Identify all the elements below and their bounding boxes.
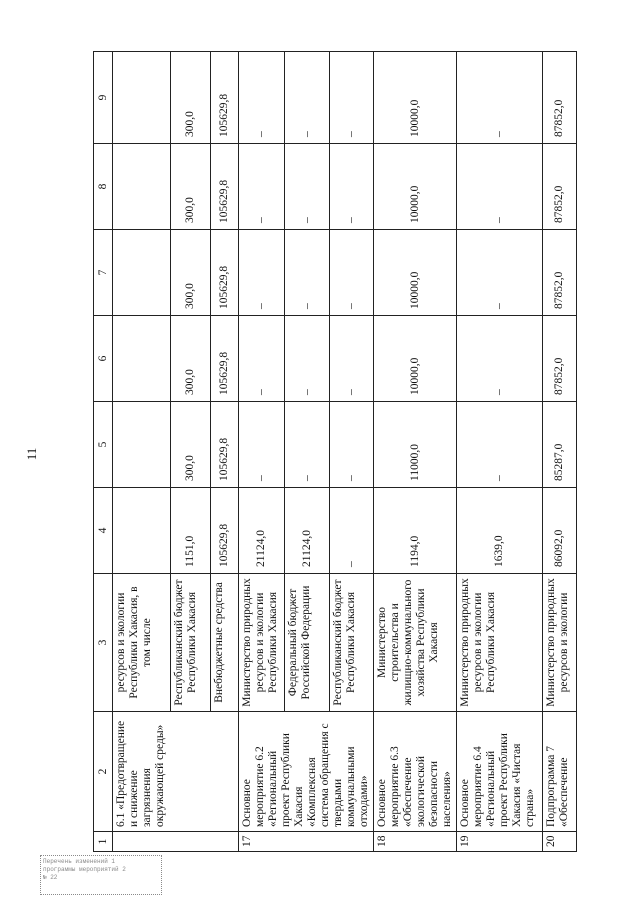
value-cell <box>113 402 171 488</box>
value-cell <box>113 230 171 316</box>
table-row <box>543 52 577 852</box>
header-row <box>94 52 113 852</box>
value-cell: – <box>285 230 329 316</box>
value-cell: 87852,0 <box>543 144 577 230</box>
row-index-cell: 19 <box>457 832 543 852</box>
value-cell: – <box>285 144 329 230</box>
page-number: 11 <box>24 447 39 461</box>
registration-stamp <box>40 855 162 895</box>
activity-name-cell: Основное мероприятие 6.2 «Региональный проект Республики Хакасия «Комплексная система обращения с твердыми коммунальными отходами» <box>239 712 374 832</box>
value-cell: – <box>239 402 285 488</box>
value-cell: 85287,0 <box>543 402 577 488</box>
header-cell: 3 <box>94 574 113 712</box>
value-cell <box>113 316 171 402</box>
activity-name-cell: Основное мероприятие 6.4 «Региональный проект Республики Хакасия «Чистая страна» <box>457 712 543 832</box>
value-cell: 87852,0 <box>543 230 577 316</box>
value-cell: 1639,0 <box>457 488 543 574</box>
source-cell: Министерство природных ресурсов и экологии Республики Хакасия <box>457 574 543 712</box>
value-cell: – <box>329 230 373 316</box>
value-cell: 10000,0 <box>374 52 457 144</box>
value-cell: 1151,0 <box>171 488 211 574</box>
value-cell <box>113 52 171 144</box>
value-cell: 300,0 <box>171 316 211 402</box>
value-cell: 300,0 <box>171 144 211 230</box>
value-cell: 21124,0 <box>285 488 329 574</box>
stamp-line: № 22 <box>43 874 58 881</box>
header-cell: 1 <box>94 832 113 852</box>
source-cell: Министерство природных ресурсов и экологии Республики Хакасия <box>239 574 285 712</box>
value-cell: – <box>457 402 543 488</box>
header-cell: 9 <box>94 52 113 144</box>
value-cell: – <box>329 402 373 488</box>
value-cell: – <box>239 52 285 144</box>
stamp-line: программы мероприятий 2 <box>43 866 126 873</box>
value-cell: 105629,8 <box>211 488 239 574</box>
source-cell: ресурсов и экологии Республики Хакасия, в том числе <box>113 574 171 712</box>
value-cell: 11000,0 <box>374 402 457 488</box>
source-cell: Министерство строительства и жилищно-коммунального хозяйства Республики Хакасия <box>374 574 457 712</box>
stamp-line: Перечень изменений 1 <box>43 858 116 865</box>
header-cell: 8 <box>94 144 113 230</box>
value-cell: – <box>329 316 373 402</box>
value-cell: 105629,8 <box>211 144 239 230</box>
table-row <box>457 52 543 852</box>
activity-name-cell: Основное мероприятие 6.3 «Обеспечение экологической безопасности населения» <box>374 712 457 832</box>
value-cell <box>113 144 171 230</box>
value-cell: 1194,0 <box>374 488 457 574</box>
value-cell: – <box>239 230 285 316</box>
row-index-cell: 20 <box>543 832 577 852</box>
value-cell: – <box>285 316 329 402</box>
value-cell <box>113 488 171 574</box>
value-cell: – <box>329 488 373 574</box>
value-cell: 105629,8 <box>211 230 239 316</box>
value-cell: 10000,0 <box>374 316 457 402</box>
source-cell: Федеральный бюджет Российской Федерации <box>285 574 329 712</box>
value-cell: 300,0 <box>171 230 211 316</box>
value-cell: 21124,0 <box>239 488 285 574</box>
budget-table-sheet <box>93 52 570 852</box>
table-row <box>113 52 171 852</box>
value-cell: – <box>285 402 329 488</box>
source-cell: Республиканский бюджет Республики Хакасия <box>329 574 373 712</box>
value-cell: 86092,0 <box>543 488 577 574</box>
value-cell: 10000,0 <box>374 144 457 230</box>
row-index-cell: 18 <box>374 832 457 852</box>
table-row <box>374 52 457 852</box>
source-cell: Министерство природных ресурсов и экологии <box>543 574 577 712</box>
value-cell: 300,0 <box>171 402 211 488</box>
header-cell: 5 <box>94 402 113 488</box>
value-cell: – <box>457 52 543 144</box>
value-cell: – <box>239 316 285 402</box>
budget-table <box>93 51 577 852</box>
value-cell: – <box>329 52 373 144</box>
activity-name-cell: Подпрограмма 7 «Обеспечение <box>543 712 577 832</box>
value-cell: 10000,0 <box>374 230 457 316</box>
header-cell: 4 <box>94 488 113 574</box>
value-cell: 105629,8 <box>211 52 239 144</box>
value-cell: – <box>239 144 285 230</box>
value-cell: 300,0 <box>171 52 211 144</box>
activity-name-cell: 6.1 «Предотвращение и снижение загрязнения окружающей среды» <box>113 712 239 832</box>
header-cell: 6 <box>94 316 113 402</box>
row-index-cell <box>113 832 239 852</box>
value-cell: – <box>457 230 543 316</box>
value-cell: – <box>285 52 329 144</box>
table-row <box>239 52 285 852</box>
value-cell: 87852,0 <box>543 316 577 402</box>
header-cell: 7 <box>94 230 113 316</box>
row-index-cell: 17 <box>239 832 374 852</box>
value-cell: – <box>457 144 543 230</box>
value-cell: 105629,8 <box>211 316 239 402</box>
value-cell: 87852,0 <box>543 52 577 144</box>
source-cell: Республиканский бюджет Республики Хакасия <box>171 574 211 712</box>
header-cell: 2 <box>94 712 113 832</box>
value-cell: – <box>457 316 543 402</box>
source-cell: Внебюджетные средства <box>211 574 239 712</box>
value-cell: – <box>329 144 373 230</box>
value-cell: 105629,8 <box>211 402 239 488</box>
